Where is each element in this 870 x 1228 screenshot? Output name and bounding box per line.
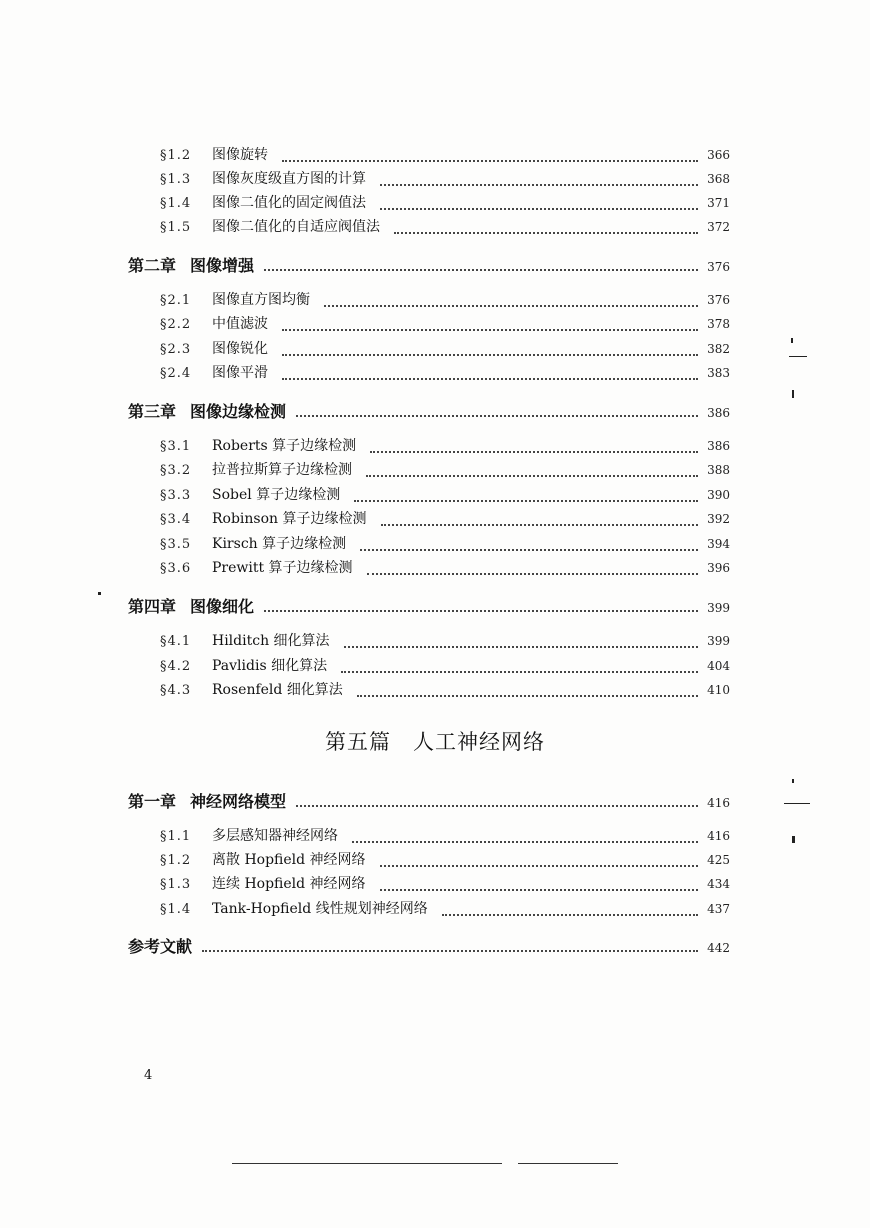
scan-rule xyxy=(518,1163,618,1164)
chapter-title: 图像细化 xyxy=(190,597,255,616)
dot-leader xyxy=(344,646,698,648)
page-number: 383 xyxy=(707,366,730,380)
toc-entry xyxy=(160,533,730,555)
section-number: §2.1 xyxy=(160,293,192,308)
section-title: 图像直方图均衡 xyxy=(212,292,310,308)
section-title: 图像灰度级直方图的计算 xyxy=(212,171,366,187)
toc-entry xyxy=(160,216,730,238)
scan-mark xyxy=(789,356,807,357)
toc-entry xyxy=(160,898,730,920)
section-number: §3.1 xyxy=(160,439,192,454)
section-number: §4.3 xyxy=(160,683,192,698)
section-title: 图像二值化的自适应阀值法 xyxy=(212,219,380,235)
section-title: Kirsch 算子边缘检测 xyxy=(212,536,347,552)
toc-entry xyxy=(160,484,730,506)
toc-entry xyxy=(160,459,730,481)
section-number: §3.2 xyxy=(160,463,192,478)
scan-mark xyxy=(791,338,793,343)
section-number: §3.4 xyxy=(160,512,192,527)
scan-rule xyxy=(232,1163,502,1164)
toc-entry xyxy=(160,557,730,579)
scan-mark xyxy=(792,779,794,783)
section-title: Roberts 算子边缘检测 xyxy=(212,438,357,454)
folio-page-number: 4 xyxy=(144,1068,153,1083)
toc-entry xyxy=(160,168,730,190)
dot-leader xyxy=(202,950,698,952)
chapter-entry xyxy=(128,789,730,811)
references-entry xyxy=(128,934,730,956)
page-number: 437 xyxy=(707,902,730,916)
dot-leader xyxy=(354,500,698,502)
section-number: §3.5 xyxy=(160,537,192,552)
dot-leader xyxy=(380,889,698,891)
page-number: 368 xyxy=(707,172,730,186)
dot-leader xyxy=(264,269,698,271)
section-title: 图像锐化 xyxy=(212,341,268,357)
section-title: 中值滤波 xyxy=(212,316,268,332)
toc-entry xyxy=(160,679,730,701)
section-number: §4.2 xyxy=(160,659,192,674)
page-number: 404 xyxy=(707,659,730,673)
page-number: 371 xyxy=(707,196,730,210)
page-number: 366 xyxy=(707,148,730,162)
dot-leader xyxy=(264,610,698,612)
dot-leader xyxy=(296,415,698,417)
dot-leader xyxy=(370,451,698,453)
toc-entry xyxy=(160,338,730,360)
section-number: §2.2 xyxy=(160,317,192,332)
section-number: §1.3 xyxy=(160,877,192,892)
toc-entry xyxy=(160,630,730,652)
page-number: 378 xyxy=(707,317,730,331)
page-number: 396 xyxy=(707,561,730,575)
toc-entry xyxy=(160,313,730,335)
part-label: 第五篇 xyxy=(325,730,391,754)
dot-leader xyxy=(366,475,698,477)
section-number: §1.2 xyxy=(160,853,192,868)
dot-leader xyxy=(442,914,698,916)
toc-entry xyxy=(160,144,730,166)
dot-leader xyxy=(360,549,698,551)
page-number: 399 xyxy=(707,634,730,648)
chapter-label: 第四章 xyxy=(128,597,177,616)
page-number: 376 xyxy=(707,293,730,307)
toc-entry xyxy=(160,289,730,311)
section-title: 图像旋转 xyxy=(212,147,268,163)
scan-mark xyxy=(792,836,795,843)
toc-entry xyxy=(160,825,730,847)
chapter-entry xyxy=(128,253,730,275)
dot-leader xyxy=(282,329,698,331)
dot-leader xyxy=(380,208,698,210)
section-number: §2.4 xyxy=(160,366,192,381)
section-title: Prewitt 算子边缘检测 xyxy=(212,560,353,576)
page-number: 392 xyxy=(707,512,730,526)
chapter-title: 图像增强 xyxy=(190,256,255,275)
page-number: 399 xyxy=(707,601,730,615)
toc-entry xyxy=(160,435,730,457)
dot-leader xyxy=(324,305,698,307)
page-number: 442 xyxy=(707,941,730,955)
dot-leader xyxy=(394,232,698,234)
page-number: 416 xyxy=(707,829,730,843)
page-number: 425 xyxy=(707,853,730,867)
page-number: 386 xyxy=(707,439,730,453)
section-title: Rosenfeld 细化算法 xyxy=(212,682,343,698)
toc-entry xyxy=(160,362,730,384)
dot-leader xyxy=(381,524,698,526)
part-heading xyxy=(0,726,870,756)
scan-mark xyxy=(792,390,794,398)
page-number: 376 xyxy=(707,260,730,274)
section-title: 拉普拉斯算子边缘检测 xyxy=(212,462,352,478)
page-number: 388 xyxy=(707,463,730,477)
toc-entry xyxy=(160,508,730,530)
section-title: 多层感知器神经网络 xyxy=(212,828,338,844)
dot-leader xyxy=(380,865,698,867)
chapter-title: 图像边缘检测 xyxy=(190,402,287,421)
page-number: 386 xyxy=(707,406,730,420)
page-number: 410 xyxy=(707,683,730,697)
chapter-entry xyxy=(128,594,730,616)
scan-mark xyxy=(98,592,101,595)
section-title: 离散 Hopfield 神经网络 xyxy=(212,852,366,868)
dot-leader xyxy=(341,671,698,673)
section-number: §3.6 xyxy=(160,561,192,576)
section-number: §1.5 xyxy=(160,220,192,235)
chapter-label: 第二章 xyxy=(128,256,177,275)
toc-entry xyxy=(160,849,730,871)
section-number: §1.2 xyxy=(160,148,192,163)
toc-entry xyxy=(160,192,730,214)
dot-leader xyxy=(282,378,698,380)
section-title: Tank-Hopfield 线性规划神经网络 xyxy=(212,901,428,917)
page-number: 390 xyxy=(707,488,730,502)
chapter-label: 第三章 xyxy=(128,402,177,421)
references-title: 参考文献 xyxy=(128,937,193,956)
toc-entry xyxy=(160,655,730,677)
chapter-title: 神经网络模型 xyxy=(190,792,287,811)
page-number: 372 xyxy=(707,220,730,234)
section-number: §1.3 xyxy=(160,172,192,187)
section-number: §1.1 xyxy=(160,829,192,844)
chapter-label: 第一章 xyxy=(128,792,177,811)
dot-leader xyxy=(296,805,698,807)
page-number: 416 xyxy=(707,796,730,810)
section-number: §4.1 xyxy=(160,634,192,649)
section-title: Pavlidis 细化算法 xyxy=(212,658,328,674)
chapter-entry xyxy=(128,399,730,421)
part-title-text: 人工神经网络 xyxy=(413,730,545,754)
section-title: Sobel 算子边缘检测 xyxy=(212,487,341,503)
page-number: 434 xyxy=(707,877,730,891)
dot-leader xyxy=(357,695,698,697)
dot-leader xyxy=(352,841,698,843)
section-title: 图像平滑 xyxy=(212,365,268,381)
page-number: 394 xyxy=(707,537,730,551)
dot-leader xyxy=(282,160,698,162)
section-title: 图像二值化的固定阀值法 xyxy=(212,195,366,211)
toc-entry xyxy=(160,873,730,895)
section-title: 连续 Hopfield 神经网络 xyxy=(212,876,366,892)
section-number: §1.4 xyxy=(160,902,192,917)
section-title: Robinson 算子边缘检测 xyxy=(212,511,367,527)
scan-mark xyxy=(784,803,810,804)
section-title: Hilditch 细化算法 xyxy=(212,633,330,649)
section-number: §1.4 xyxy=(160,196,192,211)
page-number: 382 xyxy=(707,342,730,356)
dot-leader xyxy=(380,184,698,186)
section-number: §2.3 xyxy=(160,342,192,357)
dot-leader xyxy=(367,573,698,575)
dot-leader xyxy=(282,354,698,356)
section-number: §3.3 xyxy=(160,488,192,503)
